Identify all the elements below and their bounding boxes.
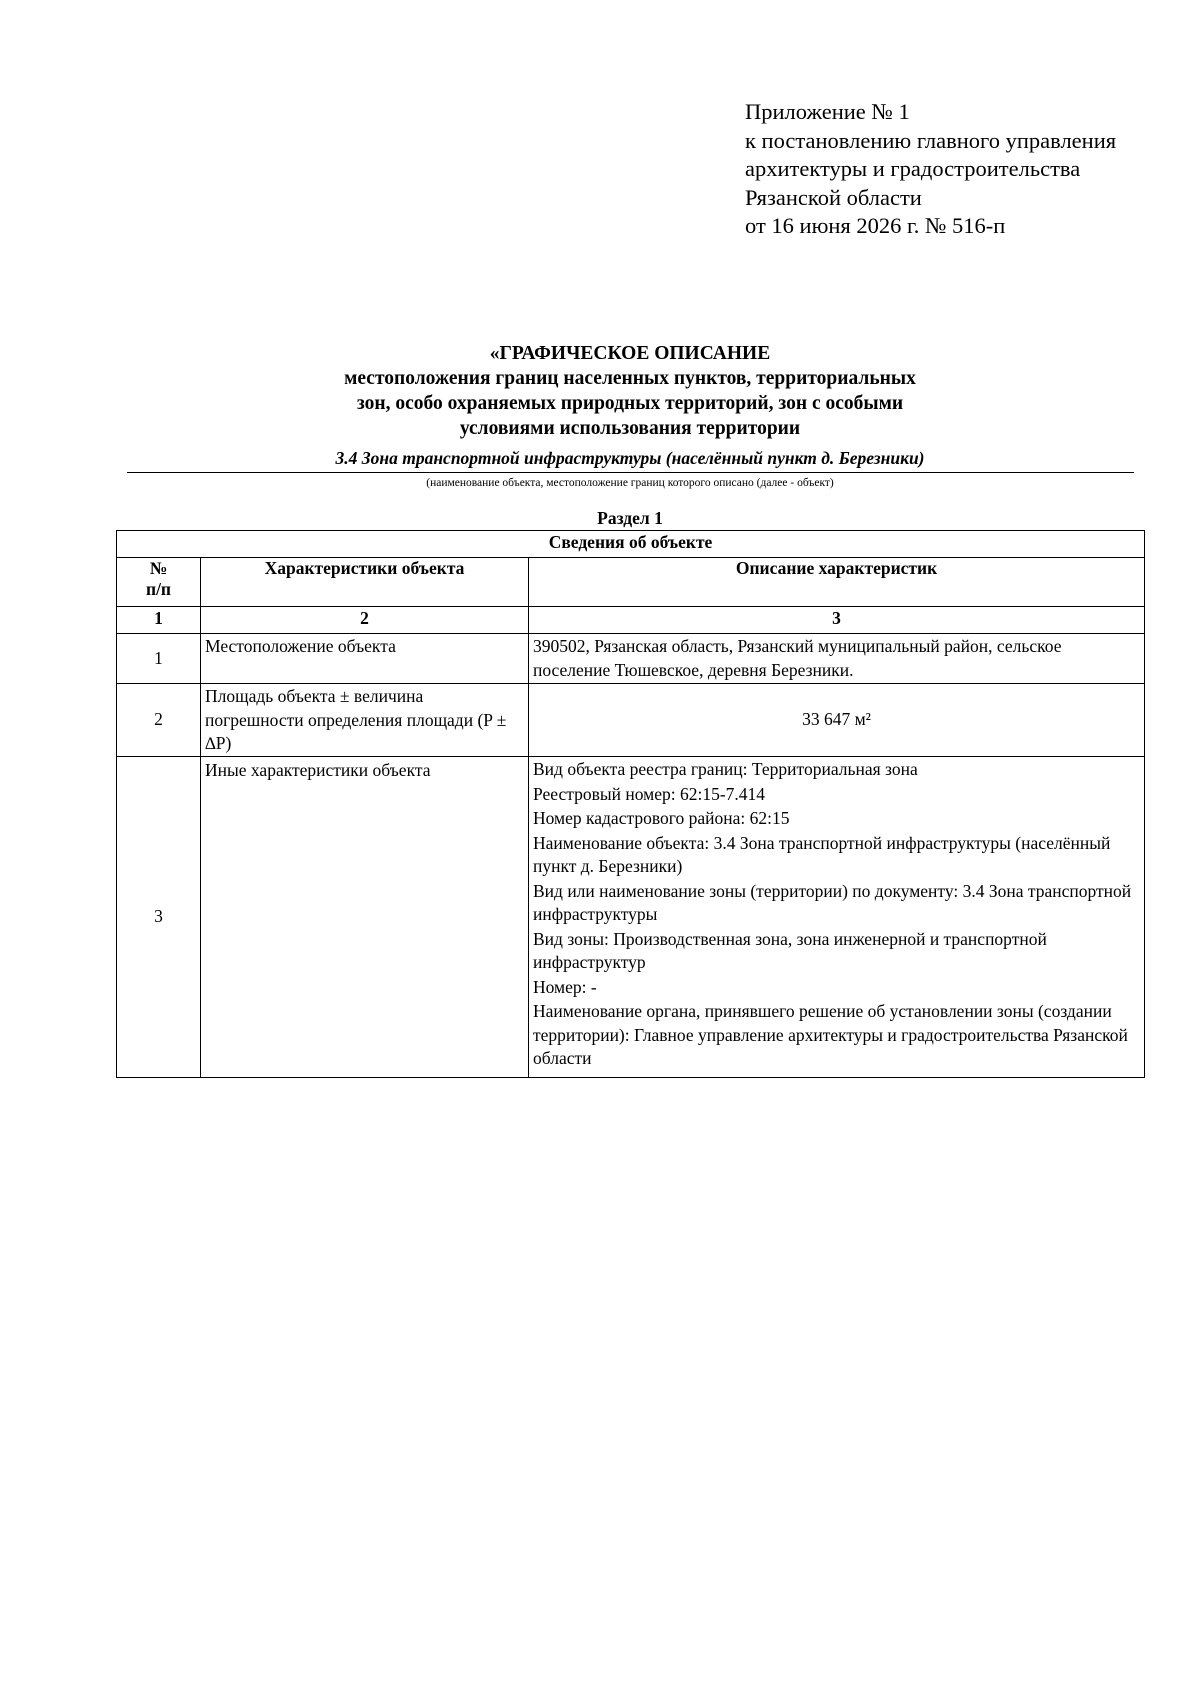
title-line: условиями использования территории (459, 418, 801, 439)
row-description: 33 647 м² (529, 684, 1145, 757)
object-caption: (наименование объекта, местоположение границ которого описано (далее - объект) (426, 477, 834, 489)
section-title: Раздел 1 (597, 508, 663, 528)
table-row (117, 757, 1145, 1078)
row-number: 3 (117, 757, 201, 1078)
row-number: 1 (117, 634, 201, 684)
column-number: 1 (117, 607, 201, 634)
appendix-line: к постановлению главного управления (745, 127, 1117, 153)
header-num-line: п/п (145, 579, 172, 599)
header-num-line: № (149, 558, 168, 578)
description-line: Вид или наименование зоны (территории) по документу: 3.4 Зона транспортной инфраструктуры (533, 880, 1132, 924)
column-number: 3 (529, 607, 1145, 634)
row-label: Местоположение объекта (201, 634, 529, 684)
appendix-block (745, 98, 1116, 241)
description-line: Реестровый номер: 62:15-7.414 (533, 783, 766, 804)
row-label: Площадь объекта ± величина погрешности определения площади (P ± ∆P) (201, 684, 529, 757)
table-title: Сведения об объекте (117, 531, 1145, 558)
title-line: «ГРАФИЧЕСКОЕ ОПИСАНИЕ (489, 343, 771, 364)
table-row (117, 684, 1145, 757)
object-name: 3.4 Зона транспортной инфраструктуры (населённый пункт д. Березники) (335, 448, 925, 468)
document-title (120, 341, 1140, 441)
appendix-line: от 16 июня 2026 г. № 516-п (745, 213, 1006, 238)
object-info-table (116, 530, 1145, 1078)
title-line: зон, особо охраняемых природных территорий, зон с особыми (356, 393, 904, 414)
appendix-line: архитектуры и градостроительства (745, 156, 1081, 181)
header-num (117, 558, 201, 607)
appendix-line: Приложение № 1 (745, 99, 910, 124)
description-line: Номер: - (533, 976, 597, 997)
header-characteristics: Характеристики объекта (201, 558, 529, 607)
object-name-underline (127, 472, 1134, 473)
table-row (117, 634, 1145, 684)
row-description: 390502, Рязанская область, Рязанский муниципальный район, сельское поселение Тюшевское, деревня Березники. (529, 634, 1145, 684)
row-number: 2 (117, 684, 201, 757)
row-description (529, 757, 1145, 1078)
description-line: Номер кадастрового района: 62:15 (533, 808, 790, 828)
title-line: местоположения границ населенных пунктов, территориальных (344, 368, 916, 389)
header-description: Описание характеристик (529, 558, 1145, 607)
description-line: Наименование объекта: 3.4 Зона транспортной инфраструктуры (населённый пункт д. Березники) (533, 832, 1111, 876)
description-line: Наименование органа, принявшего решение об установлении зоны (создании территории): Главное управление архитектуры и градостроительства Рязанской области (533, 1001, 1128, 1068)
description-line: Вид объекта реестра границ: Территориальная зона (533, 759, 918, 779)
column-number: 2 (201, 607, 529, 634)
appendix-line: Рязанской области (745, 184, 922, 210)
description-line: Вид зоны: Производственная зона, зона инженерной и транспортной инфраструктур (533, 928, 1047, 972)
row-label: Иные характеристики объекта (201, 757, 529, 1078)
